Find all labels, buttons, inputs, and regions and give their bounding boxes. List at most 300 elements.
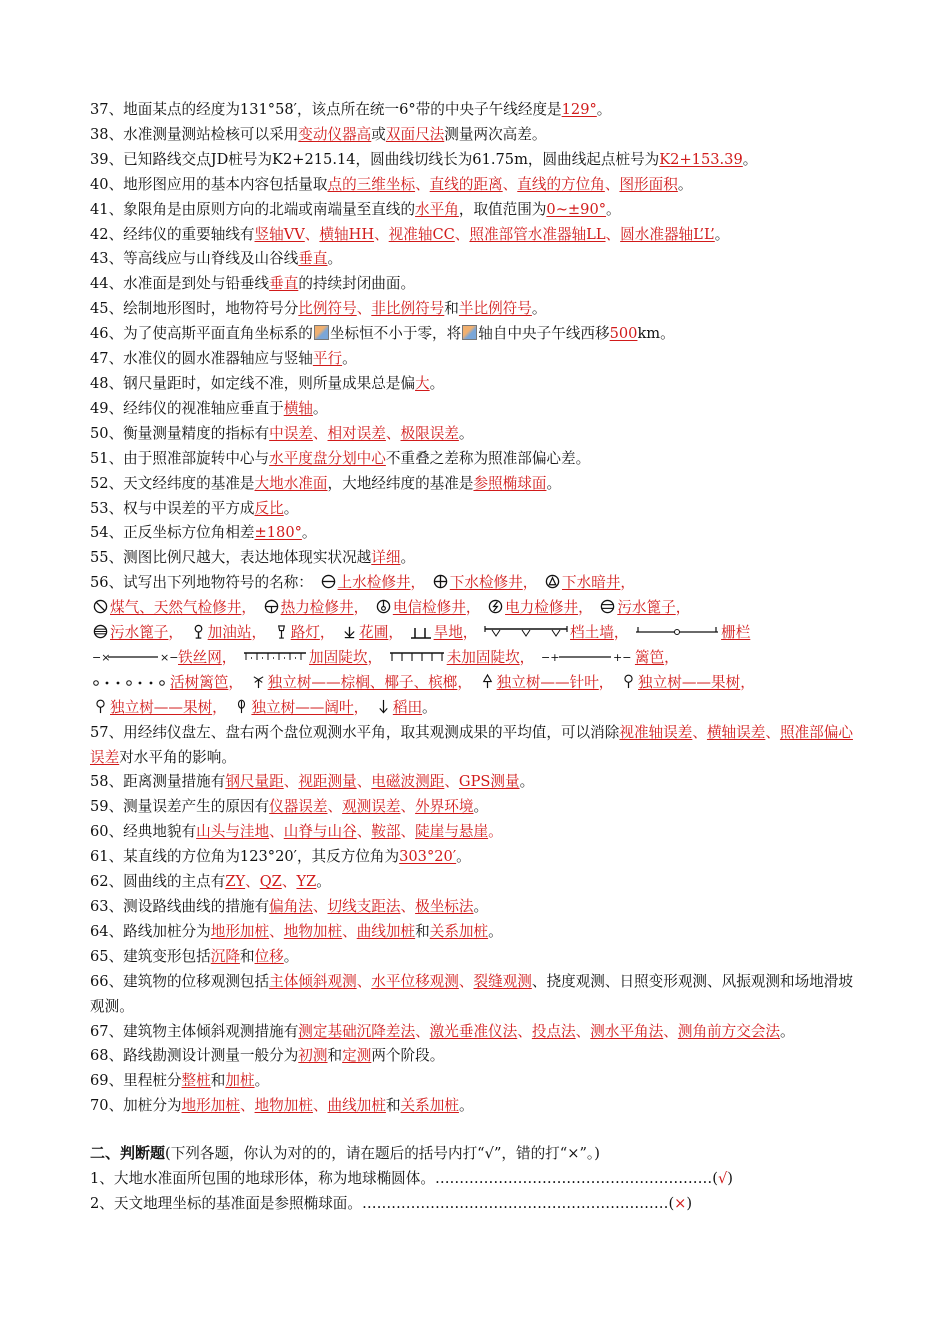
question-text: 56、试写出下列地物符号的名称：: [90, 574, 313, 592]
answer-text: 观测误差: [342, 798, 401, 816]
answer-text: 煤气、天然气检修井: [110, 599, 242, 617]
answer-text: 热力检修井: [280, 599, 354, 617]
paddy-field-symbol-icon: [376, 699, 391, 714]
answer-text: 129°: [561, 101, 597, 118]
question-text: 68、路线勘测设计测量一般分为: [90, 1047, 299, 1065]
question-text: 、: [304, 225, 320, 243]
answer-text: 关系加桩: [400, 1097, 459, 1115]
question-text: ): [727, 1170, 733, 1188]
answer-text: ZY: [225, 873, 246, 891]
answer-text: 图形面积: [619, 175, 678, 193]
question-44: [90, 272, 862, 297]
question-text: ………………………………………………………: [361, 1194, 669, 1212]
question-66: [90, 970, 862, 1020]
question-text: ，: [465, 599, 481, 617]
question-text: 60、经典地貌有: [90, 823, 197, 841]
question-text: 。: [519, 773, 535, 791]
answer-text: 水平位移观测: [371, 972, 459, 990]
answer-text: 偏角法: [269, 898, 313, 915]
question-42: [90, 223, 862, 248]
answer-text: 栅栏: [721, 624, 751, 642]
question-text: 、: [327, 798, 343, 816]
answer-text: 直线的距离: [429, 175, 503, 193]
question-text: ，: [353, 599, 369, 617]
question-text: 、: [400, 798, 416, 816]
answer-text: 未加固陡坎: [446, 648, 520, 666]
answer-text: 视距测量: [298, 773, 357, 791]
question-text: ，: [457, 673, 472, 691]
question-text: 。: [342, 350, 357, 368]
question-45: [90, 297, 862, 322]
answer-text: 主体倾斜观测: [269, 972, 357, 990]
question-55: [90, 546, 862, 571]
answer-text: 关系加桩: [429, 922, 489, 940]
answer-text: 参照椭球面: [473, 474, 547, 492]
question-70: [90, 1094, 862, 1119]
answer-text: 500: [609, 325, 638, 343]
question-text: ，: [613, 624, 629, 642]
question-41: [90, 198, 862, 223]
question-text: ，: [519, 648, 535, 666]
question-text: 坐标恒不小于零，将: [329, 325, 462, 343]
question-67: [90, 1020, 862, 1045]
question-text: 54、正反坐标方位角相差: [90, 524, 255, 542]
question-text: 63、测设路线曲线的措施有: [90, 898, 270, 915]
judge-question-1: [90, 1167, 862, 1192]
answer-text: 独立树——棕榈、椰子、槟榔: [267, 673, 458, 691]
power-manhole-symbol-icon: [488, 599, 503, 614]
answer-text: 非比例符号: [371, 300, 445, 318]
question-text: 。: [327, 250, 343, 268]
question-text: 57、用经纬仪盘左、盘右两个盘位观测水平角，取其观测成果的平均值，可以消除: [90, 723, 620, 741]
question-text: 65、建筑变形包括: [90, 947, 211, 965]
fruit-tree-symbol-icon: [621, 674, 636, 689]
answer-text: 加桩: [225, 1072, 255, 1090]
question-text: 。: [488, 922, 503, 940]
question-text: 、: [312, 898, 328, 915]
question-text: 、: [281, 873, 297, 891]
question-37: [90, 98, 862, 123]
question-69: [90, 1069, 862, 1094]
question-text: 39、已知路线交点JD桩号为K2+215.14，圆曲线切线长为61.75m，圆曲线起点桩号为: [90, 150, 660, 168]
question-text: 、: [356, 300, 372, 318]
question-text: 。: [283, 499, 299, 517]
answer-text: 整桩: [181, 1072, 211, 1090]
question-text: 69、里程桩分: [90, 1072, 182, 1090]
question-text: 的持续封闭曲面。: [298, 275, 416, 293]
sewer-manhole-symbol-icon: [433, 574, 448, 589]
question-46: [90, 322, 862, 347]
question-text: 38、水准测量测站检核可以采用: [90, 125, 299, 143]
question-57: [90, 721, 862, 771]
answer-text: 点的三维坐标: [327, 175, 416, 193]
question-text: 两个阶段。: [371, 1047, 445, 1065]
question-text: ，: [228, 673, 243, 691]
answer-text: 视准轴CC: [388, 225, 455, 243]
question-text: 和: [415, 922, 430, 940]
fence-symbol-icon: [635, 625, 719, 639]
question-text: ，: [740, 673, 755, 691]
conifer-tree-symbol-icon: [480, 674, 495, 689]
section-2-heading: [90, 1141, 862, 1167]
question-text: ，: [578, 599, 593, 617]
question-text: 。: [456, 848, 471, 866]
question-60: [90, 820, 862, 845]
sewer-hidden-well-symbol-icon: [545, 574, 560, 589]
answer-text: 独立树——阔叶: [251, 698, 354, 716]
answer-text: K2+153.39: [659, 150, 743, 168]
svg-text:−×: −×: [92, 650, 111, 664]
answer-text: 极限误差: [400, 424, 459, 442]
answer-text: 测定基础沉降差法: [298, 1022, 416, 1040]
question-text: ，: [620, 574, 635, 592]
water-manhole-symbol-icon: [321, 574, 336, 589]
question-text: ，取值范围为: [458, 200, 547, 218]
question-49: [90, 397, 862, 422]
question-text: ，大地经纬度的基准是: [327, 474, 474, 492]
document-body: [90, 98, 862, 1217]
answer-text: 上水检修井: [337, 574, 411, 592]
gas-station-symbol-icon: [191, 624, 206, 639]
question-65: [90, 945, 862, 970]
answer-text: 地形加桩: [181, 1097, 240, 1115]
answer-text: 电信检修井: [392, 599, 466, 617]
answer-text: 加固陡坎: [309, 648, 368, 666]
question-text: 58、距离测量措施有: [90, 773, 226, 791]
living-hedge-symbol-icon: [92, 675, 168, 689]
question-text: 、: [342, 922, 357, 940]
question-text: 。: [301, 524, 317, 542]
reinforced-scarp-symbol-icon: [243, 650, 307, 664]
answer-text: YZ: [296, 873, 317, 891]
answer-text: 曲线加桩: [356, 922, 416, 940]
question-40: [90, 173, 862, 198]
answer-text: 独立树——果树: [638, 673, 741, 691]
judge-answer-1: √: [717, 1170, 728, 1188]
question-text: 1、大地水准面所包围的地球形体，称为地球椭圆体。: [90, 1170, 435, 1188]
question-text: ，: [353, 698, 369, 716]
question-56-line-2: [90, 596, 862, 621]
question-text: 55、测图比例尺越大，表达地体现实状况越: [90, 549, 372, 567]
question-text: 和: [210, 1072, 226, 1090]
answer-text: 下水暗井: [562, 574, 621, 592]
question-text: 、: [400, 823, 416, 841]
question-text: ，: [367, 648, 383, 666]
question-text: 。: [606, 200, 621, 218]
question-text: 、: [356, 823, 372, 841]
answer-text: 加油站: [207, 624, 252, 642]
question-text: 对水平角的影响。: [119, 748, 236, 766]
question-text: ，: [675, 599, 691, 617]
answer-text: 陡崖与悬崖: [415, 823, 489, 841]
answer-text: 双面尺法: [385, 125, 445, 143]
question-text: 49、经纬仪的视准轴应垂直于: [90, 399, 284, 417]
question-text: 、: [385, 424, 401, 442]
question-text: 。: [677, 175, 693, 193]
question-56-line-5: [90, 671, 862, 696]
question-text: ，: [462, 624, 478, 642]
coordinate-image-icon: [462, 325, 477, 340]
answer-text: 大: [415, 374, 430, 392]
answer-text: 山脊与山谷: [283, 823, 357, 841]
question-text: 、: [692, 723, 707, 741]
answer-text: 鞍部: [371, 823, 401, 841]
question-text: …………………………………………………: [434, 1170, 713, 1188]
answer-text: 下水检修井: [449, 574, 523, 592]
question-text: 、: [415, 1022, 430, 1040]
question-text: 62、圆曲线的主点有: [90, 873, 226, 891]
question-text: 52、天文经纬度的基准是: [90, 474, 255, 492]
answer-text: 水平角: [415, 200, 459, 218]
answer-text: 沉降: [210, 947, 240, 965]
question-text: 、: [245, 873, 260, 891]
question-64: [90, 920, 862, 945]
question-text: 。: [531, 300, 547, 318]
question-text: 、: [444, 773, 459, 791]
question-52: [90, 472, 862, 497]
question-text: 44、水准面是到处与铅垂线: [90, 275, 270, 293]
question-text: 66、建筑物的位移观测包括: [90, 972, 270, 990]
svg-text:+−: +−: [612, 650, 632, 664]
answer-text: 污水篦子: [110, 624, 169, 642]
question-text: ，: [664, 648, 679, 666]
question-text: 、: [269, 922, 284, 940]
question-text: 。: [422, 698, 437, 716]
question-text: 、: [283, 773, 299, 791]
answer-text: 初测: [298, 1047, 328, 1065]
question-text: 、: [502, 175, 518, 193]
answer-text: 0~±90°: [546, 200, 607, 218]
answer-text: QZ: [259, 873, 282, 891]
gas-manhole-symbol-icon: [93, 599, 108, 614]
answer-text: 地形加桩: [210, 922, 270, 940]
answer-text: 地物加桩: [254, 1097, 313, 1115]
answer-text: 花圃: [359, 624, 389, 642]
answer-text: 曲线加桩: [327, 1097, 386, 1115]
question-text: ，: [319, 624, 335, 642]
question-text: (下列各题，你认为对的的，请在题后的括号内打“√”，错的打“×”。): [165, 1145, 600, 1163]
coordinate-image-icon: [314, 325, 329, 340]
answer-text: ±180°: [254, 524, 302, 542]
answer-text: 路灯: [290, 624, 320, 642]
answer-text: 篱笆: [634, 648, 665, 666]
question-text: 、: [575, 1022, 591, 1040]
question-62: [90, 870, 862, 895]
question-text: 、: [604, 175, 620, 193]
answer-text: 档土墙: [570, 624, 614, 642]
question-text: 和: [385, 1097, 401, 1115]
judge-answer-2: ×: [674, 1194, 687, 1212]
answer-text: 303°20′: [399, 848, 457, 866]
question-text: 。: [458, 1097, 474, 1115]
answer-text: 变动仪器高: [298, 125, 372, 143]
question-text: 64、路线加桩分为: [90, 922, 211, 940]
question-text: ): [686, 1194, 693, 1212]
question-text: 、: [374, 225, 389, 243]
answer-text: 电力检修井: [505, 599, 579, 617]
question-text: km。: [637, 325, 675, 343]
question-54: [90, 521, 862, 546]
answer-text: 水平度盘分划中心: [269, 449, 386, 467]
answer-text: 投点法: [531, 1022, 576, 1040]
question-text: ，: [522, 574, 538, 592]
question-text: ，: [598, 673, 614, 691]
question-text: 50、衡量测量精度的指标有: [90, 424, 270, 442]
question-48: [90, 372, 862, 397]
question-text: 48、钢尺量距时，如定线不准，则所量成果总是偏: [90, 374, 416, 392]
answer-text: 激光垂准仪法: [429, 1022, 518, 1040]
answer-text: 钢尺量距: [225, 773, 284, 791]
question-text: 不重叠之差称为照准部偏心差。: [385, 449, 591, 467]
question-text: 。: [488, 823, 503, 841]
fruit-tree-symbol-icon: [93, 699, 108, 714]
question-text: 41、象限角是由原则方向的北端或南端量至直线的: [90, 200, 416, 218]
question-text: 。: [254, 1072, 270, 1090]
answer-text: 照准部偏心误差: [90, 723, 853, 766]
question-text: (: [712, 1170, 718, 1188]
question-text: 。: [312, 399, 328, 417]
answer-text: 污水篦子: [617, 599, 676, 617]
question-text: 。: [458, 424, 474, 442]
question-text: 61、某直线的方位角为123°20′，其反方位角为: [90, 848, 400, 866]
sewage-grate-symbol-icon: [600, 599, 615, 614]
question-text: 53、权与中误差的平方成: [90, 499, 255, 517]
question-text: 45、绘制地形图时，地物符号分: [90, 300, 299, 318]
question-text: ，: [251, 624, 267, 642]
answer-text: 横轴: [283, 399, 313, 417]
svg-text:−+: −+: [540, 650, 560, 664]
question-text: 67、建筑物主体倾斜观测措施有: [90, 1022, 299, 1040]
question-text: 、: [517, 1022, 532, 1040]
question-61: [90, 845, 862, 870]
heat-manhole-symbol-icon: [264, 599, 279, 614]
answer-text: 半比例符号: [458, 300, 532, 318]
question-text: 、: [765, 723, 780, 741]
question-text: 。: [714, 225, 730, 243]
question-text: 、: [356, 972, 372, 990]
question-text: 。: [473, 798, 489, 816]
question-text: 。: [780, 1022, 795, 1040]
question-text: (: [668, 1194, 675, 1212]
unreinforced-scarp-symbol-icon: [389, 650, 445, 664]
question-text: 。: [742, 150, 758, 168]
retaining-wall-symbol-icon: [484, 625, 568, 639]
question-56-line-1: [90, 571, 862, 596]
answer-text: 定测: [342, 1047, 372, 1065]
section-spacer: [90, 1119, 862, 1141]
question-text: 70、加桩分为: [90, 1097, 182, 1115]
question-text: 、: [415, 175, 430, 193]
question-text: 46、为了使高斯平面直角坐标系的: [90, 325, 313, 343]
question-text: 51、由于照准部旋转中心与: [90, 449, 270, 467]
answer-text: 独立树——果树: [110, 698, 213, 716]
answer-text: 垂直: [298, 250, 328, 268]
answer-text: 大地水准面: [254, 474, 328, 492]
answer-text: 相对误差: [327, 424, 386, 442]
question-58: [90, 770, 862, 795]
answer-text: 地物加桩: [283, 922, 343, 940]
answer-text: 平行: [312, 350, 343, 368]
answer-text: 视准轴误差: [619, 723, 693, 741]
question-63: [90, 895, 862, 920]
answer-text: 活树篱笆: [170, 673, 229, 691]
question-59: [90, 795, 862, 820]
answer-text: 测角前方交会法: [677, 1022, 781, 1040]
answer-text: 旱地: [433, 624, 463, 642]
street-lamp-symbol-icon: [274, 624, 289, 639]
question-text: 测量两次高差。: [444, 125, 547, 143]
question-text: 、: [458, 972, 474, 990]
answer-text: 外界环境: [415, 798, 474, 816]
answer-text: 仪器误差: [269, 798, 328, 816]
question-text: ，: [241, 599, 256, 617]
question-text: 。: [400, 549, 416, 567]
answer-text: 竖轴VV: [254, 225, 305, 243]
question-38: [90, 123, 862, 148]
question-56-line-4: [90, 646, 862, 671]
question-51: [90, 447, 862, 472]
question-text: 和: [239, 947, 255, 965]
svg-text:×−: ×−: [160, 650, 179, 664]
answer-text: 极坐标法: [415, 898, 474, 915]
answer-text: 测水平角法: [590, 1022, 664, 1040]
answer-text: 独立树——针叶: [496, 673, 599, 691]
answer-text: 稻田: [392, 698, 423, 716]
barbed-wire-fence-symbol-icon: [92, 650, 179, 664]
question-text: 和: [327, 1047, 343, 1065]
question-text: ，: [410, 574, 426, 592]
question-text: 40、地形图应用的基本内容包括量取: [90, 175, 328, 193]
broadleaf-tree-symbol-icon: [234, 699, 249, 714]
question-text: 。: [316, 873, 331, 891]
question-text: 59、测量误差产生的原因有: [90, 798, 270, 816]
question-53: [90, 497, 862, 522]
dry-land-symbol-icon: [410, 625, 432, 639]
answer-text: 详细: [371, 549, 401, 567]
question-text: ，: [388, 624, 403, 642]
question-text: 、: [454, 225, 470, 243]
answer-text: 山头与洼地: [196, 823, 270, 841]
question-text: 、: [400, 898, 416, 915]
answer-text: 横轴误差: [706, 723, 766, 741]
question-56-line-6: [90, 696, 862, 721]
question-text: 。: [596, 101, 612, 118]
answer-text: 电磁波测距: [371, 773, 445, 791]
question-39: [90, 148, 862, 173]
question-text: 、: [239, 1097, 255, 1115]
question-text: 。: [283, 947, 299, 965]
answer-text: 垂直: [269, 275, 299, 293]
answer-text: 圆水准器轴L’L’: [620, 225, 715, 243]
question-text: 二、判断题: [90, 1144, 166, 1163]
question-text: 42、经纬仪的重要轴线有: [90, 225, 255, 243]
answer-text: 比例符号: [298, 300, 357, 318]
flower-bed-symbol-icon: [342, 624, 357, 639]
question-text: 轴自中央子午线西移: [478, 325, 610, 343]
question-text: 或: [371, 125, 386, 143]
question-text: 2、天文地理坐标的基准面是参照椭球面。: [90, 1194, 362, 1212]
question-47: [90, 347, 862, 372]
question-text: 37、地面某点的经度为131°58′，该点所在统一6°带的中央子午线经度是: [90, 101, 562, 118]
question-text: 43、等高线应与山脊线及山谷线: [90, 250, 299, 268]
answer-text: GPS测量: [458, 773, 520, 791]
answer-text: 照准部管水准器轴LL: [469, 225, 606, 243]
question-56-line-3: [90, 621, 862, 646]
hedge-fence-symbol-icon: [541, 650, 633, 664]
question-text: 、: [312, 424, 328, 442]
sewage-grate-symbol-icon: [93, 624, 108, 639]
palm-tree-symbol-icon: [251, 674, 266, 689]
